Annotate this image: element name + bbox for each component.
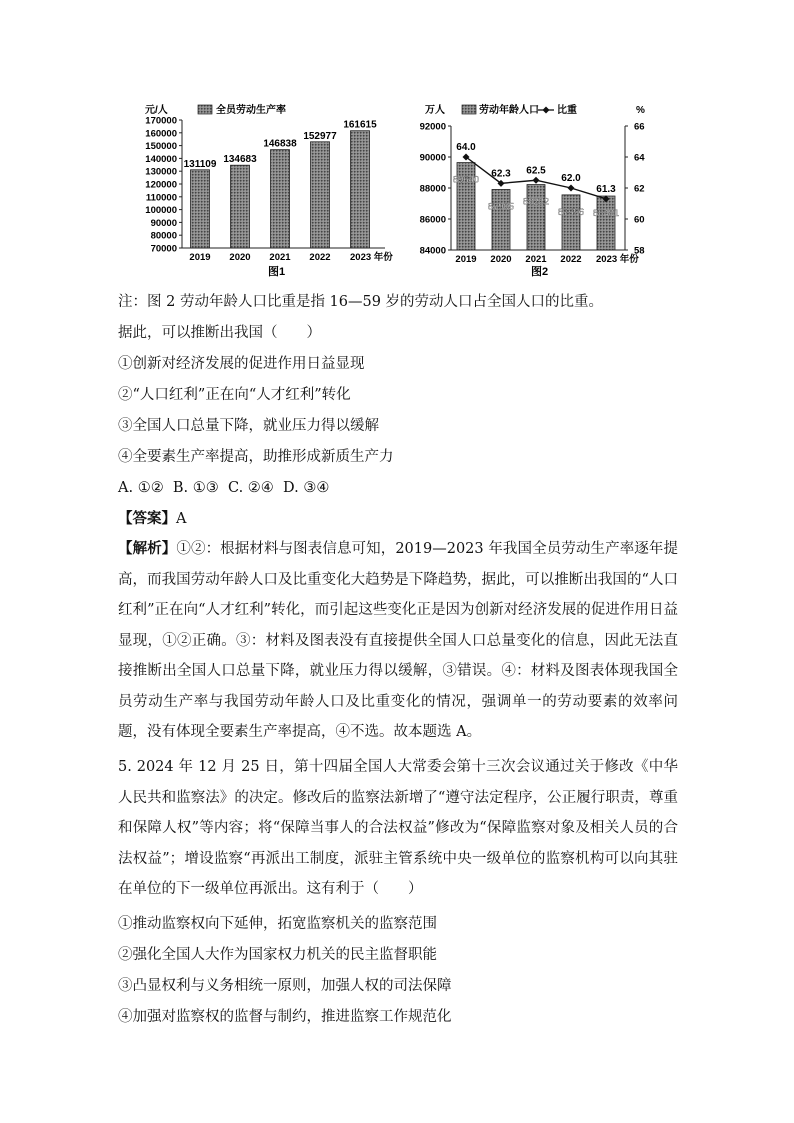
fig1-value-label: 131109: [183, 158, 217, 170]
fig2-bar-label: 87556: [557, 206, 585, 218]
fig2-legend-bar-label: 劳动年龄人口: [479, 105, 539, 116]
fig1-y-tick-label: 70000: [150, 243, 177, 255]
answer-label: 【答案】: [118, 510, 176, 527]
fig2-line-label: 62.3: [491, 168, 511, 180]
fig1-y-tick-label: 150000: [145, 141, 177, 153]
fig1-value-label: 161615: [343, 119, 377, 131]
fig2-left-unit-label: 万人: [425, 105, 445, 116]
fig1-legend-label: 全员劳动生产率: [216, 105, 286, 116]
fig2-left-tick-label: 90000: [419, 152, 446, 164]
question-5-option-3: ③凸显权利与义务相统一原则，加强人权的司法保障: [118, 978, 452, 994]
fig2-bar-label: 88222: [522, 196, 550, 208]
fig1-y-tick-label: 90000: [150, 217, 177, 229]
fig2-bar-label: 89640: [452, 174, 480, 186]
fig1-y-tick-label: 100000: [145, 205, 177, 217]
fig1-y-tick-label: 80000: [150, 230, 177, 242]
fig2-x-label: 2020: [490, 254, 512, 265]
fig1-y-tick-label: 170000: [145, 115, 177, 127]
fig1-value-label: 152977: [303, 130, 337, 142]
fig2-line-label: 61.3: [596, 183, 616, 195]
question-5-option-4: ④加强对监察权的监督与制约，推进监察工作规范化: [118, 1009, 452, 1025]
fig2-right-tick-label: 62: [634, 183, 645, 195]
fig1-value-label: 134683: [223, 154, 257, 166]
fig2-bar: [597, 196, 615, 250]
question-4-choices: A. ①② B. ①③ C. ②④ D. ③④: [118, 480, 330, 496]
question-4-option-4: ④全要素生产率提高，助推形成新质生产力: [118, 449, 394, 465]
fig2-legend-line-label: 比重: [557, 105, 577, 116]
fig1-bar: [231, 165, 250, 248]
fig2-x-labels: [455, 253, 639, 265]
question-5-stem: 5. 2024 年 12 月 25 日，第十四届全国人大常委会第十三次会议通过关于修改《中华人民共和监察法》的决定。修改后的监察法新增了“遵守法定程序，公正履行职责，尊重和保障人权”等内容；将“保障当事人的合法权益”修改为“保障监察对象及相关人员的合法权益”；增设监察“再派出工制度，派驻主管系统中央一级单位的监察机构可以向其驻在单位的下一级单位再派出。这有利于（ ）: [118, 759, 678, 897]
question-5-option-2: ②强化全国人大作为国家权力机关的民主监督职能: [118, 947, 437, 963]
fig2-left-axis-ticks: [420, 122, 451, 257]
fig2-line-label: 64.0: [456, 142, 476, 153]
analysis-text: ①②：根据材料与图表信息可知，2019—2023 年我国全员劳动生产率逐年提高，而我国劳动年龄人口及比重变化大趋势是下降趋势，据此，可以推断出我国的“人口红利”正在向“人才红利”转化，而引起这些变化正是因为创新对经济发展的促进作用日益显现，①②正确。③：材料及图表没有直接提供全国人口总量变化的信息，因此无法直接推断出全国人口总量下降，就业压力得以缓解，③错误。④：材料及图表体现我国全员劳动生产率与我国劳动年龄人口及比重变化的情况，强调单一的劳动要素的效率问题，没有体现全要素生产率提高，④不选。故本题选 A。: [118, 541, 678, 740]
fig1-y-tick-label: 160000: [145, 128, 177, 140]
answer-value: A: [176, 511, 187, 527]
fig2-x-label: 2022: [560, 254, 582, 265]
fig2-bar: [562, 195, 580, 250]
fig1-y-tick-label: 120000: [145, 179, 177, 191]
fig2-bar-label: 87905: [487, 201, 515, 213]
fig1-x-label: 2019: [189, 252, 211, 263]
fig2-right-tick-label: 60: [634, 214, 645, 226]
chart-note: 注：图 2 劳动年龄人口比重是指 16—59 岁的劳动人口占全国人口的比重。: [118, 294, 604, 310]
fig1-legend-swatch: [198, 105, 212, 114]
figure-1-productivity-chart: [145, 103, 393, 278]
fig2-left-tick-label: 84000: [419, 245, 446, 257]
fig1-bar: [191, 170, 210, 248]
analysis-label: 【解析】: [118, 540, 177, 557]
question-4-option-3: ③全国人口总量下降，就业压力得以缓解: [118, 418, 379, 434]
question-4-analysis: [118, 534, 678, 748]
fig1-x-labels: [189, 251, 393, 263]
question-4-stem: 据此，可以推断出我国（ ）: [118, 325, 321, 341]
fig1-y-tick-label: 130000: [145, 166, 177, 178]
fig2-right-axis-ticks: [625, 122, 645, 257]
fig2-caption: 图2: [531, 266, 549, 278]
fig2-bar: [527, 185, 545, 250]
fig2-right-tick-label: 58: [634, 245, 645, 257]
fig2-x-label: 2023 年份: [596, 254, 639, 265]
fig1-x-label: 2021: [269, 252, 291, 263]
fig2-x-label: 2021: [525, 254, 547, 265]
fig2-x-label: 2019: [455, 254, 477, 265]
fig1-value-label: 146838: [263, 138, 297, 150]
fig1-unit-label: 元/人: [145, 105, 168, 116]
fig1-bar: [271, 150, 290, 248]
question-4-answer: [118, 509, 688, 529]
fig1-y-tick-label: 110000: [145, 192, 177, 204]
fig1-caption: 图1: [268, 266, 286, 278]
fig1-bar: [351, 131, 370, 248]
fig2-legend-line-marker: [543, 107, 550, 114]
fig1-y-tick-label: 140000: [145, 153, 177, 165]
fig1-y-axis-ticks: [145, 116, 182, 255]
question-4-option-1: ①创新对经济发展的促进作用日益显现: [118, 356, 365, 372]
fig1-x-label: 2023 年份: [350, 252, 393, 263]
fig1-bar: [311, 142, 330, 248]
fig1-x-label: 2022: [309, 252, 331, 263]
fig2-right-tick-label: 66: [634, 121, 645, 133]
fig1-x-label: 2020: [229, 252, 251, 263]
fig2-legend-bar-swatch: [462, 105, 476, 114]
fig2-right-tick-label: 64: [634, 152, 645, 164]
fig2-bar-label: 86481: [592, 208, 620, 220]
fig2-left-tick-label: 86000: [419, 214, 446, 226]
fig2-line-marker: [568, 185, 575, 192]
fig2-line-marker: [533, 177, 540, 184]
question-4-option-2: ②“人口红利”正在向“人才红利”转化: [118, 387, 351, 403]
fig2-left-tick-label: 88000: [419, 183, 446, 195]
fig2-right-unit-label: %: [636, 105, 645, 116]
charts-area: [0, 0, 794, 290]
fig2-line-label: 62.0: [561, 173, 581, 184]
question-5-option-1: ①推动监察权向下延伸，拓宽监察机关的监察范围: [118, 916, 437, 932]
fig2-bar: [492, 189, 510, 250]
fig2-left-tick-label: 92000: [419, 121, 446, 133]
figure-2-working-age-chart: [420, 103, 646, 278]
fig2-line-label: 62.5: [526, 165, 546, 177]
